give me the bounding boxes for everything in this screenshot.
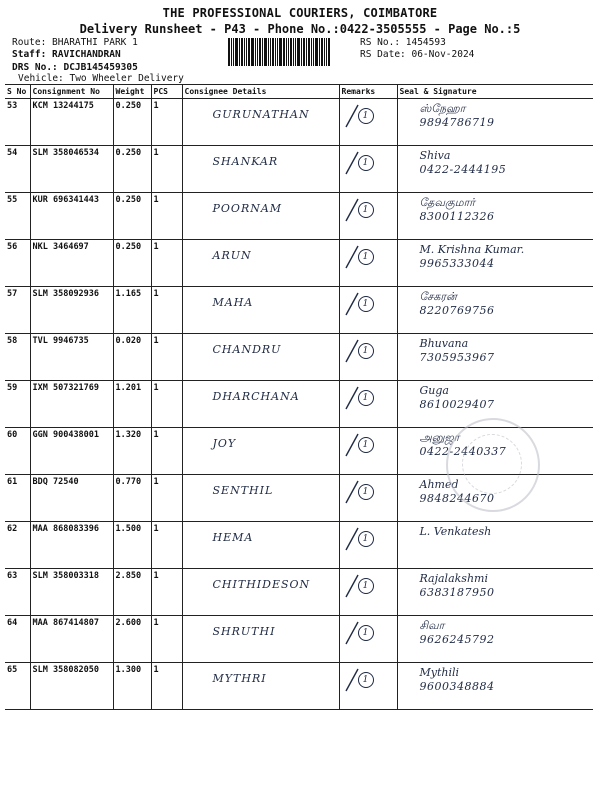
col-consignee: Consignee Details [182, 85, 339, 99]
table-row [5, 193, 593, 240]
signature-name: சேகரன் [419, 290, 457, 303]
row-consignee: SHANKAR [182, 146, 339, 193]
signature-name: Guga [419, 384, 449, 397]
row-consignment: MAA 868083396 [30, 522, 113, 569]
signature-name: L. Venkatesh [419, 525, 492, 538]
signature-phone: 9894786719 [419, 116, 495, 129]
signature-name: Rajalakshmi [419, 572, 488, 585]
signature-name: Mythili [419, 666, 460, 679]
row-consignment: SLM 358003318 [30, 569, 113, 616]
row-consignee: CHANDRU [182, 334, 339, 381]
row-consignment: KCM 13244175 [30, 99, 113, 146]
staff-label: Staff: RAVICHANDRAN [12, 49, 121, 60]
row-remarks [339, 522, 397, 569]
signature-phone: 0422-2444195 [419, 163, 507, 176]
row-pcs: 1 [151, 334, 182, 381]
row-pcs: 1 [151, 428, 182, 475]
row-pcs: 1 [151, 475, 182, 522]
remark-code: 1 [358, 202, 374, 218]
signature-name: சிவா [419, 619, 445, 632]
row-consignment: NKL 3464697 [30, 240, 113, 287]
row-consignment: TVL 9946735 [30, 334, 113, 381]
row-weight: 0.020 [113, 334, 151, 381]
row-consignment: MAA 867414807 [30, 616, 113, 663]
row-sno: 59 [5, 381, 30, 428]
row-signature [397, 522, 593, 569]
row-sno: 58 [5, 334, 30, 381]
row-consignee: SENTHIL [182, 475, 339, 522]
row-remarks [339, 663, 397, 710]
rs-number: RS No.: 1454593 [360, 37, 446, 48]
row-pcs: 1 [151, 99, 182, 146]
row-sno: 65 [5, 663, 30, 710]
col-weight: Weight [113, 85, 151, 99]
col-remarks: Remarks [339, 85, 397, 99]
row-sno: 60 [5, 428, 30, 475]
company-title: THE PROFESSIONAL COURIERS, COIMBATORE [162, 6, 438, 20]
row-weight: 1.500 [113, 522, 151, 569]
row-consignee: MAHA [182, 287, 339, 334]
table-row [5, 99, 593, 146]
col-sno: S No [5, 85, 30, 99]
table-row [5, 569, 593, 616]
row-remarks [339, 193, 397, 240]
row-sno: 54 [5, 146, 30, 193]
row-remarks [339, 240, 397, 287]
remark-code: 1 [358, 578, 374, 594]
row-remarks [339, 569, 397, 616]
remark-code: 1 [358, 531, 374, 547]
signature-phone: 9848244670 [419, 492, 495, 505]
row-consignee: POORNAM [182, 193, 339, 240]
row-sno: 61 [5, 475, 30, 522]
row-pcs: 1 [151, 193, 182, 240]
signature-phone: 8610029407 [419, 398, 495, 411]
table-row [5, 522, 593, 569]
row-consignment: SLM 358082050 [30, 663, 113, 710]
row-pcs: 1 [151, 616, 182, 663]
signature-phone: 0422-2440337 [419, 445, 507, 458]
row-pcs: 1 [151, 569, 182, 616]
row-consignee: SHRUTHI [182, 616, 339, 663]
row-weight: 1.300 [113, 663, 151, 710]
row-remarks [339, 381, 397, 428]
table-row [5, 616, 593, 663]
remark-code: 1 [358, 296, 374, 312]
col-consignment: Consignment No [30, 85, 113, 99]
row-consignment: BDQ 72540 [30, 475, 113, 522]
row-consignee: MYTHRI [182, 663, 339, 710]
row-pcs: 1 [151, 522, 182, 569]
row-signature [397, 334, 593, 381]
rs-date: RS Date: 06-Nov-2024 [360, 49, 475, 60]
col-pcs: PCS [151, 85, 182, 99]
row-consignment: IXM 507321769 [30, 381, 113, 428]
row-remarks [339, 99, 397, 146]
row-sno: 64 [5, 616, 30, 663]
drs-number: DRS No.: DCJB145459305 [12, 62, 138, 73]
signature-name: Bhuvana [419, 337, 469, 350]
row-pcs: 1 [151, 287, 182, 334]
row-sno: 53 [5, 99, 30, 146]
row-remarks [339, 475, 397, 522]
row-pcs: 1 [151, 146, 182, 193]
row-remarks [339, 146, 397, 193]
row-consignment: GGN 900438001 [30, 428, 113, 475]
row-signature [397, 146, 593, 193]
table-row [5, 240, 593, 287]
row-signature [397, 616, 593, 663]
remark-code: 1 [358, 249, 374, 265]
signature-phone: 8300112326 [419, 210, 495, 223]
col-seal-signature: Seal & Signature [397, 85, 593, 99]
table-row [5, 334, 593, 381]
row-weight: 0.250 [113, 193, 151, 240]
row-weight: 1.320 [113, 428, 151, 475]
row-consignee: CHITHIDESON [182, 569, 339, 616]
row-sno: 57 [5, 287, 30, 334]
row-sno: 63 [5, 569, 30, 616]
row-remarks [339, 428, 397, 475]
table-row [5, 146, 593, 193]
row-weight: 2.600 [113, 616, 151, 663]
signature-name: Shiva [419, 149, 451, 162]
route-label: Route: BHARATHI PARK 1 [12, 37, 138, 48]
row-weight: 0.250 [113, 99, 151, 146]
row-signature [397, 663, 593, 710]
row-consignment: SLM 358046534 [30, 146, 113, 193]
row-consignee: DHARCHANA [182, 381, 339, 428]
row-weight: 0.250 [113, 240, 151, 287]
signature-name: ஸ்நேஹா [419, 102, 466, 115]
seal-stamp-inner [462, 434, 522, 494]
table-row [5, 663, 593, 710]
remark-code: 1 [358, 625, 374, 641]
signature-name: M. Krishna Kumar. [419, 243, 525, 256]
runsheet-table [5, 84, 593, 710]
table-row [5, 287, 593, 334]
row-signature [397, 99, 593, 146]
row-weight: 0.770 [113, 475, 151, 522]
remark-code: 1 [358, 437, 374, 453]
row-consignment: KUR 696341443 [30, 193, 113, 240]
row-consignee: ARUN [182, 240, 339, 287]
row-sno: 62 [5, 522, 30, 569]
signature-phone: 9965333044 [419, 257, 495, 270]
row-consignee: GURUNATHAN [182, 99, 339, 146]
row-remarks [339, 287, 397, 334]
row-weight: 1.201 [113, 381, 151, 428]
vehicle-label: Vehicle: Two Wheeler Delivery [18, 73, 184, 84]
signature-name: அனுஜா [419, 431, 460, 444]
signature-phone: 9600348884 [419, 680, 495, 693]
row-signature [397, 569, 593, 616]
table-header-row [5, 85, 593, 99]
remark-code: 1 [358, 343, 374, 359]
row-consignment: SLM 358092936 [30, 287, 113, 334]
remark-code: 1 [358, 155, 374, 171]
signature-name: தேவகுமார் [419, 196, 476, 209]
row-weight: 2.850 [113, 569, 151, 616]
row-weight: 1.165 [113, 287, 151, 334]
row-sno: 56 [5, 240, 30, 287]
row-consignee: JOY [182, 428, 339, 475]
runsheet-title: Delivery Runsheet - P43 - Phone No.:0422-3505555 - Page No.:5 [79, 22, 521, 36]
row-remarks [339, 334, 397, 381]
remark-code: 1 [358, 108, 374, 124]
row-consignee: HEMA [182, 522, 339, 569]
row-pcs: 1 [151, 240, 182, 287]
barcode [228, 38, 354, 66]
remark-code: 1 [358, 390, 374, 406]
signature-phone: 7305953967 [419, 351, 495, 364]
remark-code: 1 [358, 484, 374, 500]
signature-phone: 6383187950 [419, 586, 495, 599]
row-sno: 55 [5, 193, 30, 240]
remark-code: 1 [358, 672, 374, 688]
row-remarks [339, 616, 397, 663]
row-signature [397, 193, 593, 240]
signature-phone: 8220769756 [419, 304, 495, 317]
row-signature [397, 287, 593, 334]
row-signature [397, 240, 593, 287]
signature-name: Ahmed [419, 478, 459, 491]
row-weight: 0.250 [113, 146, 151, 193]
row-pcs: 1 [151, 663, 182, 710]
row-pcs: 1 [151, 381, 182, 428]
signature-phone: 9626245792 [419, 633, 495, 646]
